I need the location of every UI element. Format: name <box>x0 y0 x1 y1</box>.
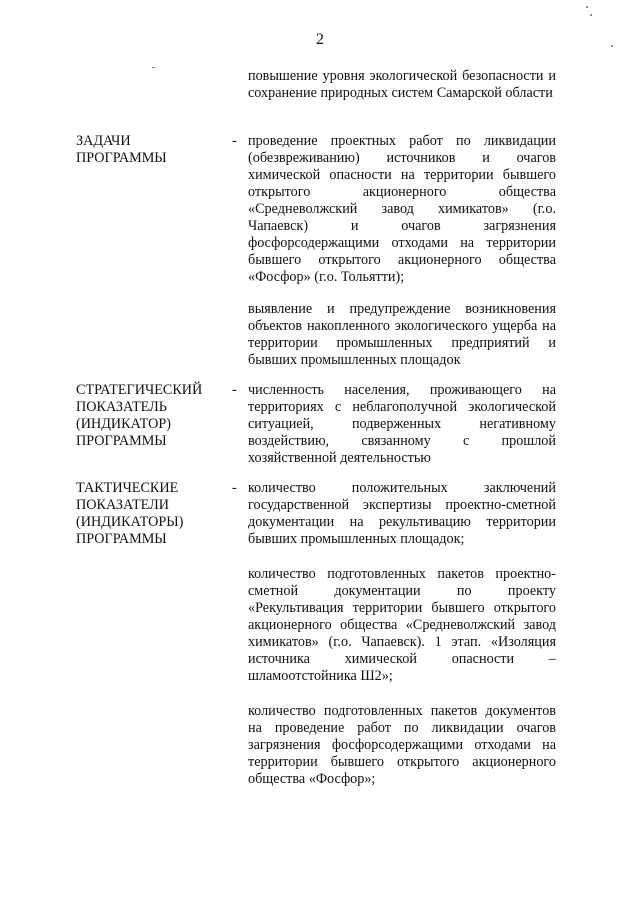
tasks-paragraph: проведение проектных работ по ликвидации (обезвреживанию) источников и очагов химической опасности на территории бывшего открытого акционерного общества «Средневолжский завод химикатов» (г.о. Чапаевск) и очагов загрязнения фосфорсодержащими отходами на территории бывшего открытого акционерного общества «Фосфор» (г.о. Тольятти); <box>248 133 556 285</box>
tactical-label-line: (ИНДИКАТОРЫ) <box>76 514 184 530</box>
tasks-label-line: ПРОГРАММЫ <box>76 150 167 166</box>
strategic-label-line: ПРОГРАММЫ <box>76 433 167 449</box>
scan-speck <box>152 67 155 68</box>
intro-paragraph: повышение уровня экологической безопасности и сохранение природных систем Самарской области <box>248 68 556 101</box>
tactical-label-line: ПРОГРАММЫ <box>76 531 167 547</box>
tasks-label-line: ЗАДАЧИ <box>76 133 131 149</box>
tasks-dash: - <box>232 133 237 149</box>
scan-speck <box>586 6 588 8</box>
scan-speck <box>590 14 592 16</box>
tactical-label-line: ТАКТИЧЕСКИЕ <box>76 480 179 496</box>
tactical-indicators-label <box>76 480 226 548</box>
tasks-paragraph: выявление и предупреждение возникновения объектов накопленного экологического ущерба на территории промышленных предприятий и бывших промышленных площадок <box>248 301 556 368</box>
tactical-indicator-paragraph: количество подготовленных пакетов проектно-сметной документации по проекту «Рекультивация территории бывшего открытого акционерного общества «Средневолжский завод химикатов» (г.о. Чапаевск). 1 этап. «Изоляция источника химической опасности – шламоотстойника Ш2»; <box>248 566 556 684</box>
tactical-dash: - <box>232 480 237 496</box>
page-number: 2 <box>316 31 324 48</box>
strategic-label-line: (ИНДИКАТОР) <box>76 416 171 432</box>
tactical-indicator-paragraph: количество положительных заключений государственной экспертизы проектно-сметной документации на рекультивацию территории бывших промышленных площадок; <box>248 480 556 547</box>
tactical-label-line: ПОКАЗАТЕЛИ <box>76 497 169 513</box>
strategic-indicator-label <box>76 382 226 450</box>
strategic-label-line: ПОКАЗАТЕЛЬ <box>76 399 167 415</box>
tactical-indicator-paragraph: количество подготовленных пакетов документов на проведение работ по ликвидации очагов загрязнения фосфорсодержащими отходами на территории бывшего открытого акционерного общества «Фосфор»; <box>248 703 556 787</box>
strategic-dash: - <box>232 382 237 398</box>
strategic-label-line: СТРАТЕГИЧЕСКИЙ <box>76 382 203 398</box>
scan-speck <box>611 45 613 47</box>
tasks-label <box>76 133 226 167</box>
strategic-indicator-paragraph: численность населения, проживающего на территориях с неблагополучной экологической ситуацией, подверженных негативному воздействию, связанному с прошлой хозяйственной деятельностью <box>248 382 556 466</box>
